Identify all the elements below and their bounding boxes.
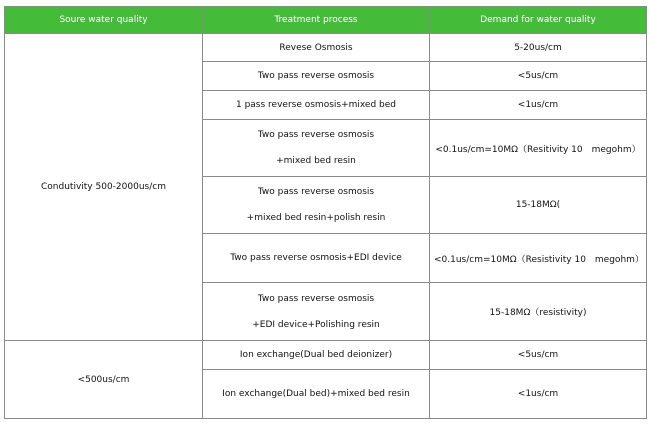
process-cell bbox=[203, 283, 430, 341]
process-line: Ion exchange(Dual bed)+mixed bed resin bbox=[222, 389, 410, 399]
header-demand: Demand for water quality bbox=[430, 7, 647, 34]
process-line: Two pass reverse osmosis bbox=[257, 187, 375, 197]
header-row bbox=[5, 7, 647, 34]
process-line: Ion exchange(Dual bed deionizer) bbox=[239, 350, 393, 360]
process-line: +mixed bed resin bbox=[276, 156, 356, 166]
water-treatment-table bbox=[4, 6, 647, 419]
process-line: Two pass reverse osmosis bbox=[257, 130, 375, 140]
process-line: Two pass reverse osmosis+EDI device bbox=[230, 253, 402, 263]
process-cell bbox=[203, 177, 430, 234]
process-cell bbox=[203, 370, 430, 419]
demand-cell: <5us/cm bbox=[430, 341, 647, 370]
table-row bbox=[5, 34, 647, 62]
process-cell bbox=[203, 91, 430, 120]
demand-cell: <0.1us/cm=10MΩ（Resistivity 10 megohm） bbox=[430, 234, 647, 283]
process-cell bbox=[203, 34, 430, 62]
process-line: Revese Osmosis bbox=[279, 42, 353, 53]
process-line: +mixed bed resin+polish resin bbox=[246, 213, 386, 223]
demand-cell: <5us/cm bbox=[430, 62, 647, 91]
demand-cell: 5-20us/cm bbox=[430, 34, 647, 62]
demand-cell: <0.1us/cm=10MΩ（Resitivity 10 megohm） bbox=[430, 120, 647, 177]
header-process: Treatment process bbox=[203, 7, 430, 34]
source-cell: <500us/cm bbox=[5, 341, 203, 419]
demand-cell: <1us/cm bbox=[430, 370, 647, 419]
table-row bbox=[5, 341, 647, 370]
process-line: 1 pass reverse osmosis+mixed bed bbox=[235, 100, 397, 110]
demand-cell: 15-18MΩ( bbox=[430, 177, 647, 234]
process-cell bbox=[203, 62, 430, 91]
table-container bbox=[4, 6, 646, 419]
header-source: Soure water quality bbox=[5, 7, 203, 34]
process-line: Two pass reverse osmosis bbox=[257, 293, 375, 304]
demand-cell: <1us/cm bbox=[430, 91, 647, 120]
process-cell bbox=[203, 120, 430, 177]
process-cell bbox=[203, 234, 430, 283]
process-line: +EDI device+Polishing resin bbox=[252, 319, 380, 330]
source-cell: Condutivity 500-2000us/cm bbox=[5, 34, 203, 341]
process-line: Two pass reverse osmosis bbox=[257, 71, 375, 81]
process-cell bbox=[203, 341, 430, 370]
demand-cell: 15-18MΩ（resistivity) bbox=[430, 283, 647, 341]
